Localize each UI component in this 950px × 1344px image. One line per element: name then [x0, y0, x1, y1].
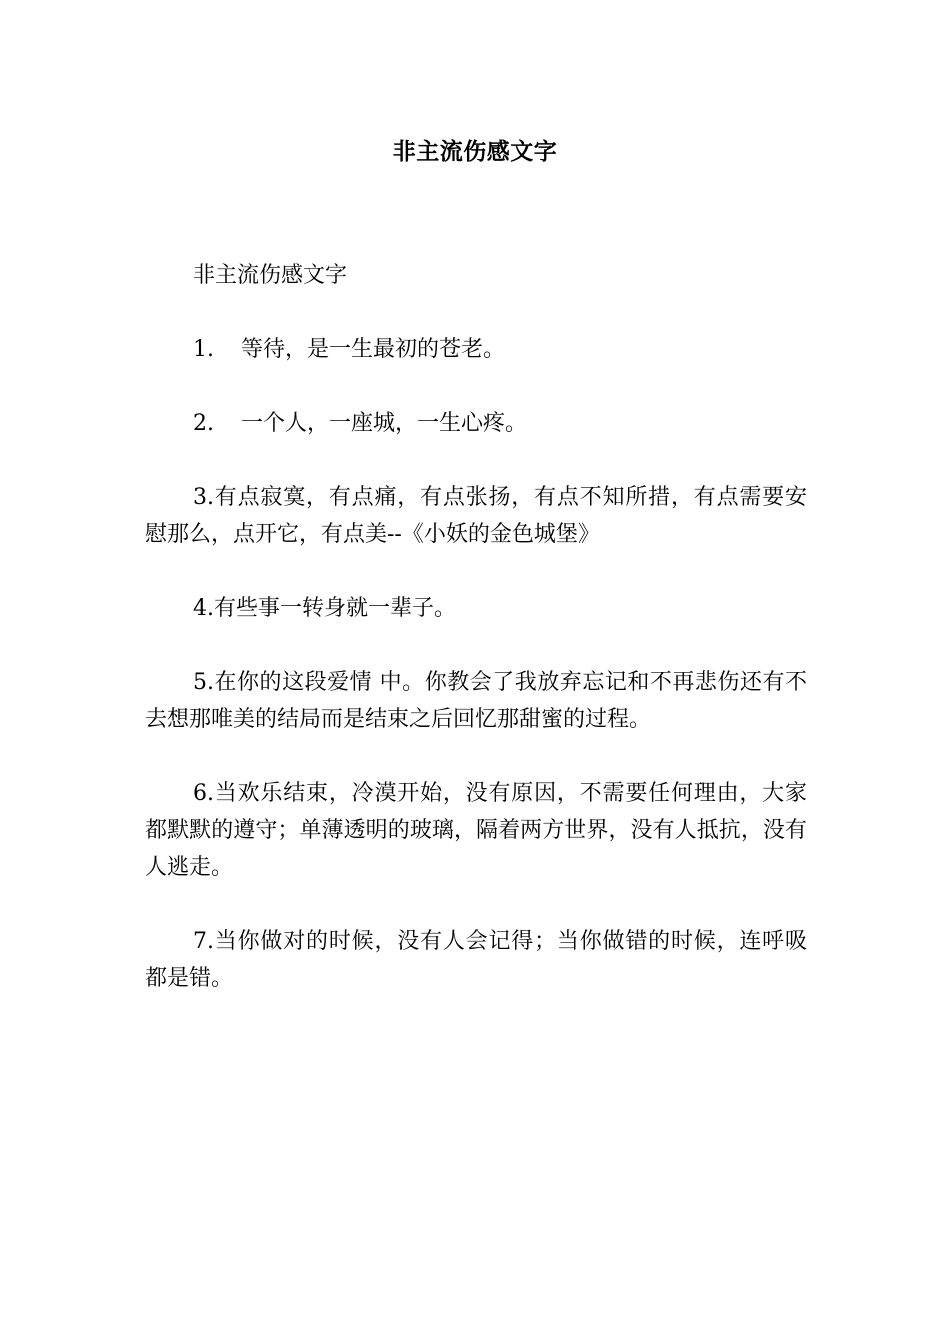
page-title: 非主流伤感文字	[392, 139, 558, 165]
list-item-5: 5.在你的这段爱情 中。你教会了我放弃忘记和不再悲伤还有不去想那唯美的结局而是结束之后回忆那甜蜜的过程。	[145, 670, 807, 732]
subtitle-paragraph: 非主流伤感文字	[193, 263, 348, 288]
list-item-4: 4.有些事一转身就一辈子。	[193, 596, 456, 621]
list-item-text: 等待，是一生最初的苍老。	[241, 337, 506, 362]
list-item-1	[145, 331, 807, 368]
list-item-2	[145, 405, 807, 442]
list-item-7: 7.当你做对的时候，没有人会记得；当你做错的时候，连呼吸都是错。	[145, 929, 807, 991]
list-item-number: 1.	[193, 337, 214, 362]
list-item-text: 一个人，一座城，一生心疼。	[241, 411, 528, 436]
document-body	[145, 257, 807, 1034]
list-item-3: 3.有点寂寞，有点痛，有点张扬，有点不知所措，有点需要安慰那么，点开它，有点美--《小妖的金色城堡》	[145, 485, 807, 547]
list-item-6: 6.当欢乐结束，冷漠开始，没有原因，不需要任何理由，大家都默默的遵守；单薄透明的玻璃，隔着两方世界，没有人抵抗，没有人逃走。	[145, 781, 807, 880]
list-item-number: 2.	[193, 411, 214, 436]
